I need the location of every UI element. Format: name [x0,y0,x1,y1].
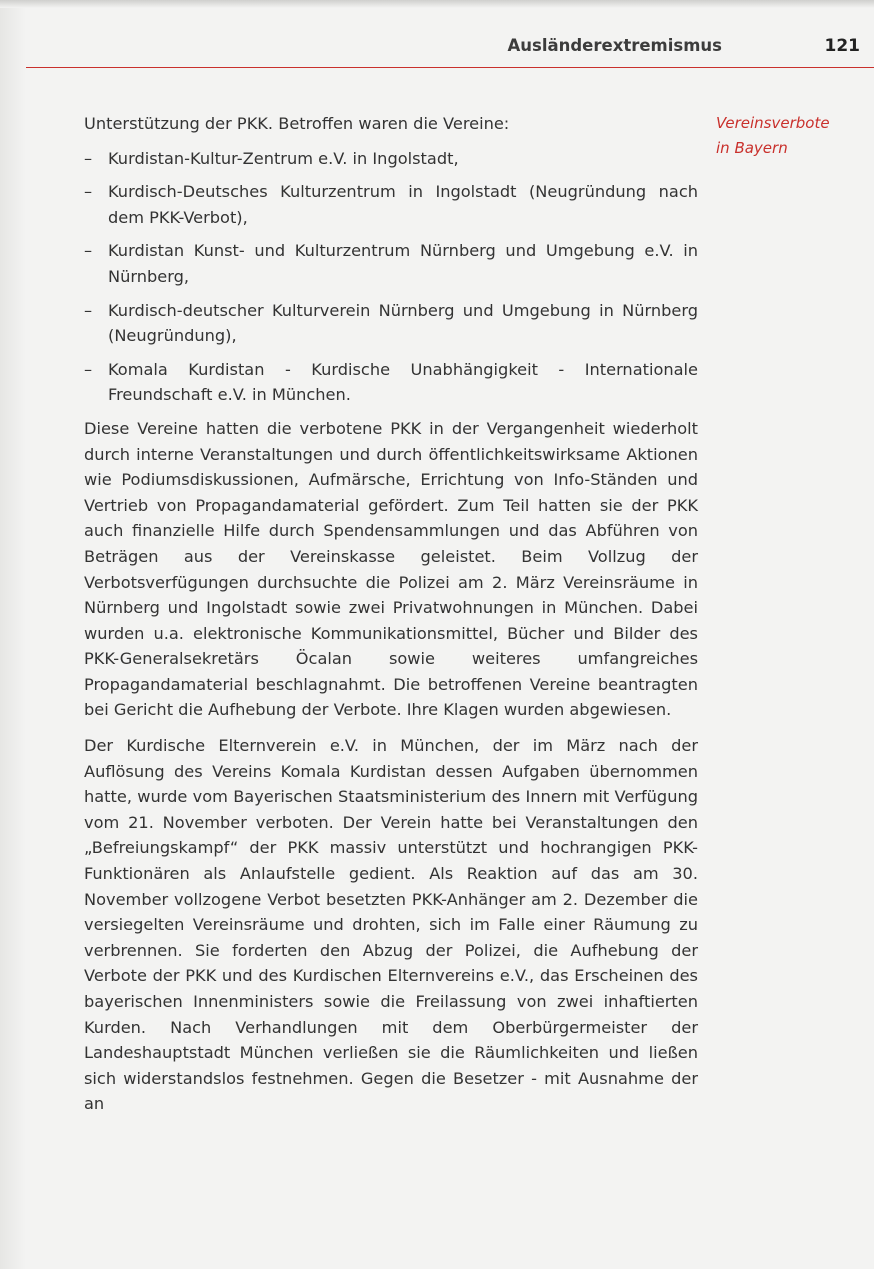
intro-sentence: Unterstützung der PKK. Betroffen waren die Vereine: [84,114,510,133]
page-edge-shadow [0,0,26,1269]
page-number: 121 [824,36,860,56]
list-item [84,146,698,172]
list-item-text: Kurdistan Kunst- und Kulturzentrum Nürnberg und Umgebung e.V. in Nürnberg, [108,241,698,286]
paragraph: Der Kurdische Elternverein e.V. in München, der im März nach der Auflösung des Vereins Komala Kurdistan dessen Aufgaben übernommen hatte, wurde vom Bayerischen Staatsministerium des Innern mit Verfügung vom 21. November verboten. Der Verein hatte bei Veranstaltungen den „Befreiungskampf“ der PKK massiv unterstützt und hochrangigen PKK-Funktionären als Anlaufstelle gedient. Als Reaktion auf das am 30. November vollzogene Verbot besetzten PKK-Anhänger am 2. Dezember die versiegelten Vereinsräume und drohten, sich im Falle einer Räumung zu verbrennen. Sie forderten den Abzug der Polizei, die Aufhebung der Verbote der PKK und des Kurdischen Elternvereins e.V., das Erscheinen des bayerischen Innenministers sowie die Freilassung von zwei inhaftierten Kurden. Nach Verhandlungen mit dem Oberbürgermeister der Landeshauptstadt München verließen sie die Räumlichkeiten und ließen sich widerstandslos festnehmen. Gegen die Besetzer - mit Ausnahme der an [84,736,698,1114]
page-top-shadow [0,0,874,8]
list-item-text: Kurdisch-deutscher Kulturverein Nürnberg und Umgebung in Nürnberg (Neugründung), [108,300,698,346]
dash-marker: – [84,300,93,320]
association-list [84,146,698,408]
margin-note [716,111,866,161]
paragraph: Diese Vereine hatten die verbotene PKK in der Vergangenheit wiederholt durch interne Veranstaltungen und durch öffentlichkeitswirksame Aktionen wie Podiumsdiskussionen, Aufmärsche, Errichtung von Info-Ständen und Vertrieb von Propagandamaterial gefördert. Zum Teil hatten sie der PKK auch finanzielle Hilfe durch Spendensammlungen und das Abführen von Beträgen aus der Vereinskasse geleistet. Beim Vollzug der Verbotsverfügungen durchsuchte die Polizei am 2. März Vereinsräume in Nürnberg und Ingolstadt sowie zwei Privatwohnungen in München. Dabei wurden u.a. elektronische Kommunikationsmittel, Bücher und Bilder des PKK-Generalsekretärs Öcalan sowie weiteres umfangreiches Propagandamaterial beschlagnahmt. Die betroffenen Vereine beantragten bei Gericht die Aufhebung der Verbote. Ihre Klagen wurden abgewiesen. [84,418,698,720]
body-text [84,111,698,1127]
header-rule [26,67,874,68]
list-item [84,357,698,408]
dash-marker: – [84,241,93,261]
margin-note-line-2: in Bayern [716,139,788,157]
margin-note-line-1: Vereinsverbote [716,114,830,132]
dash-marker: – [84,182,93,202]
running-header [26,36,874,62]
list-item-text: Kurdistan-Kultur-Zentrum e.V. in Ingolstadt, [108,148,459,168]
list-item [84,179,698,230]
list-item-text: Kurdisch-Deutsches Kulturzentrum in Ingolstadt (Neugründung nach dem PKK-Verbot), [108,182,698,227]
dash-marker: – [84,359,93,379]
list-item [84,238,698,289]
list-item [84,298,698,349]
list-item-text: Komala Kurdistan - Kurdische Unabhängigkeit - Internationale Freundschaft e.V. in München. [108,359,698,405]
dash-marker: – [84,148,93,168]
running-header-title: Ausländerextremismus [507,36,722,55]
